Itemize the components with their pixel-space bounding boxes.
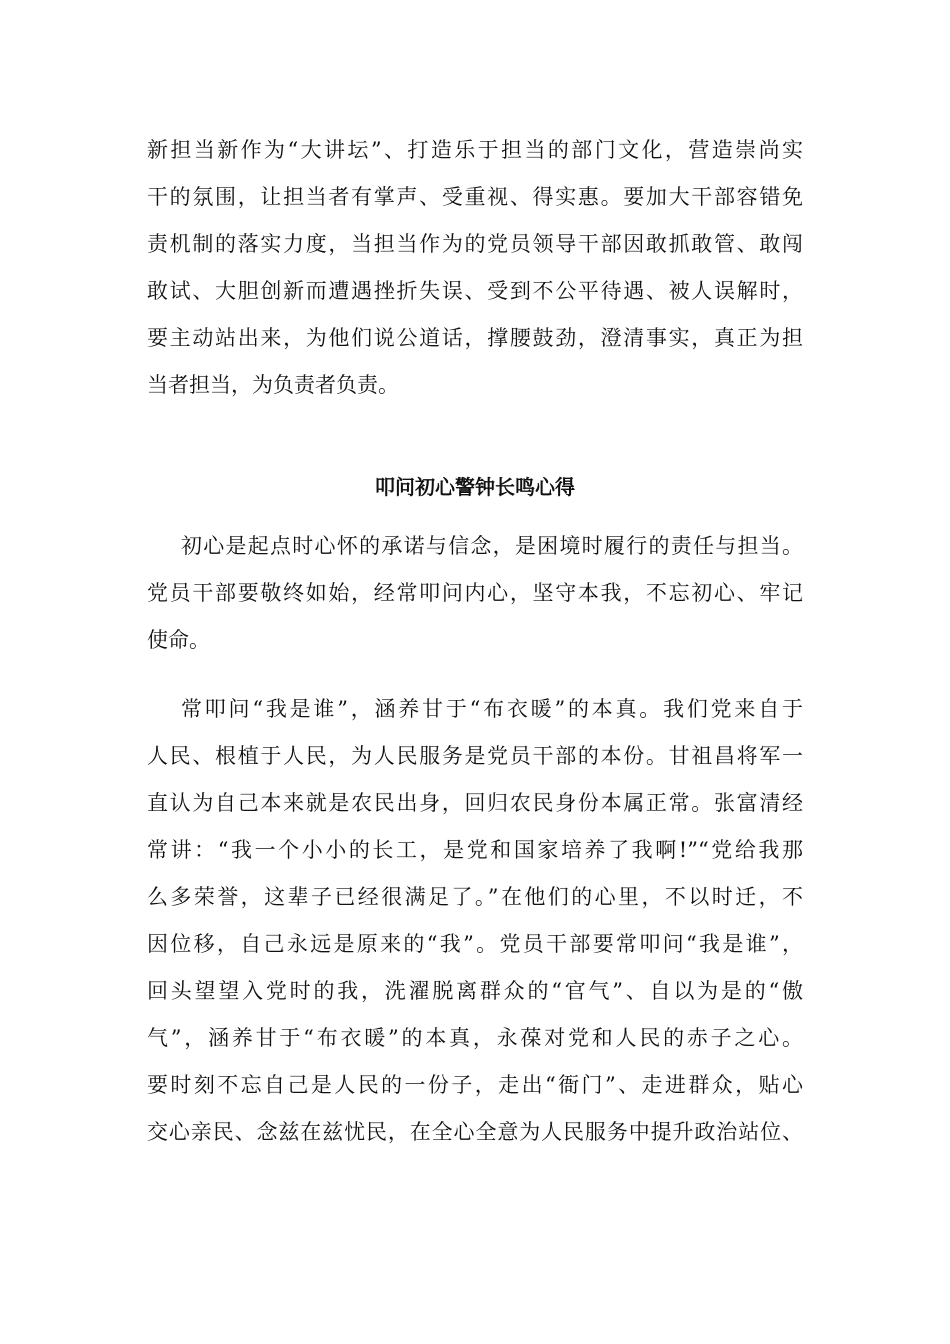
paragraph-2 <box>147 523 803 664</box>
text-line: 当者担当，为负责者负责。 <box>147 373 399 397</box>
text-line: 要主动站出来，为他们说公道话，撑腰鼓劲，澄清事实，真正为担 <box>147 326 803 350</box>
text-line: 直认为自己本来就是农民出身，回归农民身份本属正常。张富清经 <box>147 791 803 815</box>
text-line: 常叩问“我是谁”，涵养甘于“布衣暖”的本真。我们党来自于 <box>181 697 803 721</box>
text-line: 气”，涵养甘于“布衣暖”的本真，永葆对党和人民的赤子之心。 <box>147 1026 803 1050</box>
section-title: 叩问初心警钟长鸣心得 <box>375 475 575 499</box>
text-line: 干的氛围，让担当者有掌声、受重视、得实惠。要加大干部容错免 <box>147 185 803 209</box>
paragraph-3 <box>147 686 803 1156</box>
text-line: 初心是起点时心怀的承诺与信念，是困境时履行的责任与担当。 <box>181 534 803 558</box>
text-line: 因位移，自己永远是原来的“我”。党员干部要常叩问“我是谁”， <box>147 932 803 956</box>
text-line: 么多荣誉，这辈子已经很满足了。”在他们的心里，不以时迁，不 <box>147 885 803 909</box>
text-line: 责机制的落实力度，当担当作为的党员领导干部因敢抓敢管、敢闯 <box>147 232 803 256</box>
text-line: 新担当新作为“大讲坛”、打造乐于担当的部门文化，营造崇尚实 <box>147 138 803 162</box>
paragraph-1 <box>147 127 803 409</box>
text-line: 要时刻不忘自己是人民的一份子，走出“衙门”、走进群众，贴心 <box>147 1073 803 1097</box>
text-line: 交心亲民、念兹在兹忧民，在全心全意为人民服务中提升政治站位、 <box>147 1120 803 1144</box>
text-line: 人民、根植于人民，为人民服务是党员干部的本份。甘祖昌将军一 <box>147 744 803 768</box>
text-line: 使命。 <box>147 628 210 652</box>
text-line: 常讲：“我一个小小的长工，是党和国家培养了我啊!”“党给我那 <box>147 838 803 862</box>
text-line: 敢试、大胆创新而遭遇挫折失误、受到不公平待遇、被人误解时， <box>147 279 803 303</box>
text-line: 回头望望入党时的我，洗濯脱离群众的“官气”、自以为是的“傲 <box>147 979 803 1003</box>
text-line: 党员干部要敬终如始，经常叩问内心，坚守本我，不忘初心、牢记 <box>147 581 803 605</box>
